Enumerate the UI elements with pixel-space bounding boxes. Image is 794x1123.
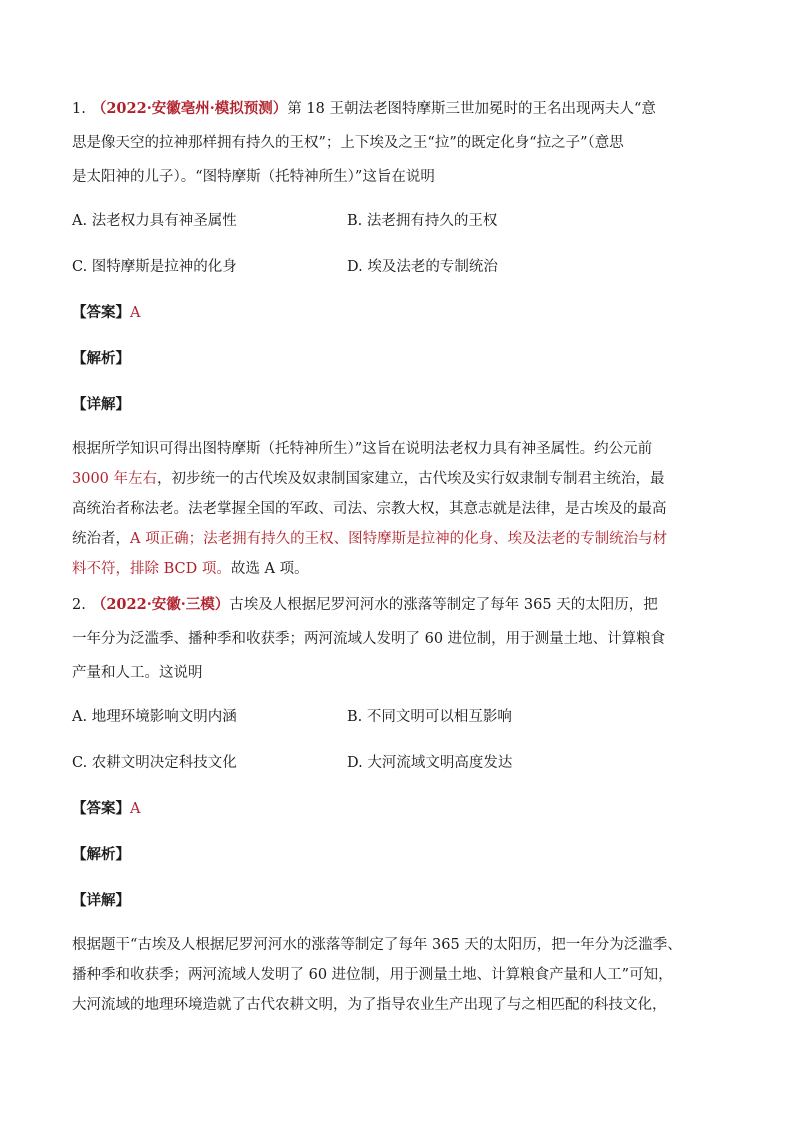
question-source: （2022·安徽亳州·模拟预测） xyxy=(91,100,288,117)
options-row xyxy=(72,740,732,786)
explanation-line: 大河流域的地理环境造就了古代农耕文明，为了指导农业生产出现了与之相匹配的科技文化， xyxy=(72,997,667,1013)
option-a[interactable]: A. 法老权力具有神圣属性 xyxy=(72,213,237,229)
question-stem-line xyxy=(72,588,732,622)
question-1 xyxy=(72,92,732,584)
explanation-line: 3000 年左右，初步统一的古代埃及奴隶制国家建立，古代埃及实行奴隶制专制君主统治，最 xyxy=(72,471,665,487)
question-stem-line: 思是像天空的拉神那样拥有持久的王权”；上下埃及之王“拉”的既定化身“拉之子”（意思 xyxy=(72,135,624,151)
options-row xyxy=(72,198,732,244)
question-stem-line: 一年分为泛滥季、播种季和收获季；两河流域人发明了 60 进位制，用于测量土地、计算粮食 xyxy=(72,631,666,647)
stem-text: 古埃及人根据尼罗河河水的涨落等制定了每年 365 天的太阳历，把 xyxy=(229,597,658,613)
option-d[interactable]: D. 埃及法老的专制统治 xyxy=(347,259,498,275)
answer-label: 【答案】 xyxy=(72,800,130,817)
explanation xyxy=(72,930,732,1020)
detail-label: 【详解】 xyxy=(72,892,130,909)
analysis-label: 【解析】 xyxy=(72,846,130,863)
answer-value: A xyxy=(130,305,141,321)
question-number: 2. xyxy=(72,597,86,613)
explanation-line: 料不符，排除 BCD 项。故选 A 项。 xyxy=(72,561,309,577)
question-stem-line xyxy=(72,92,732,126)
answer-row xyxy=(72,786,732,832)
question-stem-line: 是太阳神的儿子）。“图特摩斯（托特神所生）”这旨在说明 xyxy=(72,169,435,185)
option-c[interactable]: C. 图特摩斯是拉神的化身 xyxy=(72,259,237,275)
explanation xyxy=(72,434,732,584)
question-source: （2022·安徽·三模） xyxy=(91,596,230,613)
answer-row xyxy=(72,290,732,336)
analysis-label: 【解析】 xyxy=(72,350,130,367)
explanation-line: 高统治者称法老。法老掌握全国的军政、司法、宗教大权，其意志就是法律，是古埃及的最高 xyxy=(72,501,667,517)
option-b[interactable]: B. 法老拥有持久的王权 xyxy=(347,213,498,229)
stem-text: 第 18 王朝法老图特摩斯三世加冕时的王名出现两夫人“意 xyxy=(287,101,656,117)
option-b[interactable]: B. 不同文明可以相互影响 xyxy=(347,709,512,725)
option-d[interactable]: D. 大河流域文明高度发达 xyxy=(347,755,513,771)
question-number: 1. xyxy=(72,101,86,117)
explanation-line: 根据题干“古埃及人根据尼罗河河水的涨落等制定了每年 365 天的太阳历，把一年分为泛滥季、 xyxy=(72,937,682,953)
option-c[interactable]: C. 农耕文明决定科技文化 xyxy=(72,755,237,771)
answer-label: 【答案】 xyxy=(72,304,130,321)
explanation-line: 统治者，A 项正确；法老拥有持久的王权、图特摩斯是拉神的化身、埃及法老的专制统治与材 xyxy=(72,531,668,547)
document-page xyxy=(72,92,732,1020)
answer-value: A xyxy=(130,801,141,817)
question-2 xyxy=(72,588,732,1020)
explanation-line: 根据所学知识可得出图特摩斯（托特神所生）”这旨在说明法老权力具有神圣属性。约公元前 xyxy=(72,441,653,457)
question-stem-line: 产量和人工。这说明 xyxy=(72,665,203,681)
explanation-line: 播种季和收获季；两河流域人发明了 60 进位制，用于测量土地、计算粮食产量和人工”可知， xyxy=(72,967,673,983)
options-row xyxy=(72,694,732,740)
options-row xyxy=(72,244,732,290)
option-a[interactable]: A. 地理环境影响文明内涵 xyxy=(72,709,237,725)
detail-label: 【详解】 xyxy=(72,396,130,413)
